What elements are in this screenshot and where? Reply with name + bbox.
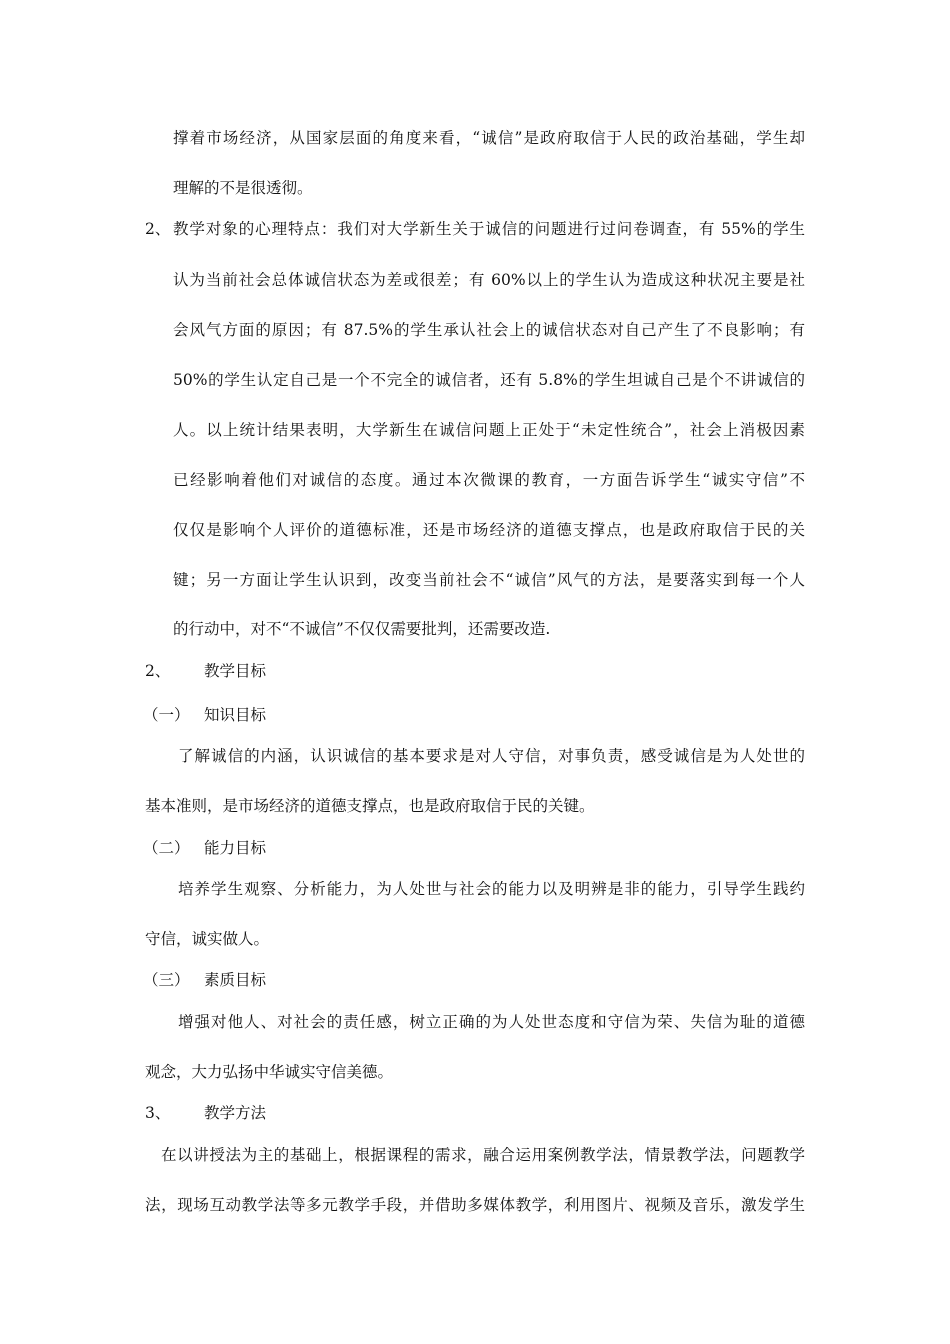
- paragraph-line: 键；另一方面让学生认识到，改变当前社会不“诚信”风气的方法，是要落实到每一个人: [173, 571, 805, 589]
- paragraph-line: 已经影响着他们对诚信的态度。通过本次微课的教育，一方面告诉学生“诚实守信”不: [173, 471, 805, 489]
- paragraph-line: 守信，诚实做人。: [145, 930, 270, 948]
- subsection-heading: 知识目标: [204, 706, 267, 724]
- paragraph-line: 撑着市场经济，从国家层面的角度来看，“诚信”是政府取信于人民的政治基础，学生却: [173, 129, 805, 147]
- paragraph-line: 增强对他人、对社会的责任感，树立正确的为人处世态度和守信为荣、失信为耻的道德: [178, 1013, 805, 1031]
- paragraph-line: 的行动中，对不“不诚信”不仅仅需要批判，还需要改造.: [173, 620, 551, 638]
- paragraph-line: 会风气方面的原因；有 87.5%的学生承认社会上的诚信状态对自己产生了不良影响；有: [173, 321, 805, 339]
- section-number: 3、: [145, 1104, 171, 1122]
- paragraph-line: 基本准则，是市场经济的道德支撑点，也是政府取信于民的关键。: [145, 797, 595, 815]
- paragraph-line: 理解的不是很透彻。: [173, 179, 313, 197]
- paragraph-line: 50%的学生认定自己是一个不完全的诚信者，还有 5.8%的学生坦诚自己是个不讲诚信的: [173, 371, 805, 389]
- paragraph-line: 观念，大力弘扬中华诚实守信美德。: [145, 1063, 394, 1081]
- list-number: 2、: [145, 220, 171, 238]
- subsection-heading: 素质目标: [204, 971, 267, 989]
- paragraph-line: 培养学生观察、分析能力，为人处世与社会的能力以及明辨是非的能力，引导学生践约: [178, 880, 805, 898]
- subsection-label: （二）: [143, 839, 190, 857]
- section-number: 2、: [145, 662, 171, 680]
- subsection-label: （三）: [143, 971, 190, 989]
- paragraph-line: 在以讲授法为主的基础上，根据课程的需求，融合运用案例教学法，情景教学法，问题教学: [161, 1146, 805, 1164]
- paragraph-line: 人。以上统计结果表明，大学新生在诚信问题上正处于“未定性统合”，社会上消极因素: [173, 421, 805, 439]
- section-heading: 教学方法: [204, 1104, 267, 1122]
- paragraph-line: 了解诚信的内涵，认识诚信的基本要求是对人守信，对事负责，感受诚信是为人处世的: [178, 747, 805, 765]
- paragraph-line: 仅仅是影响个人评价的道德标准，还是市场经济的道德支撑点，也是政府取信于民的关: [173, 521, 805, 539]
- paragraph-line: 教学对象的心理特点：我们对大学新生关于诚信的问题进行过问卷调查，有 55%的学生: [173, 220, 805, 238]
- paragraph-line: 法，现场互动教学法等多元教学手段，并借助多媒体教学，利用图片、视频及音乐，激发学生: [145, 1196, 805, 1214]
- paragraph-line: 认为当前社会总体诚信状态为差或很差；有 60%以上的学生认为造成这种状况主要是社: [173, 271, 805, 289]
- section-heading: 教学目标: [204, 662, 267, 680]
- subsection-label: （一）: [143, 706, 190, 724]
- subsection-heading: 能力目标: [204, 839, 267, 857]
